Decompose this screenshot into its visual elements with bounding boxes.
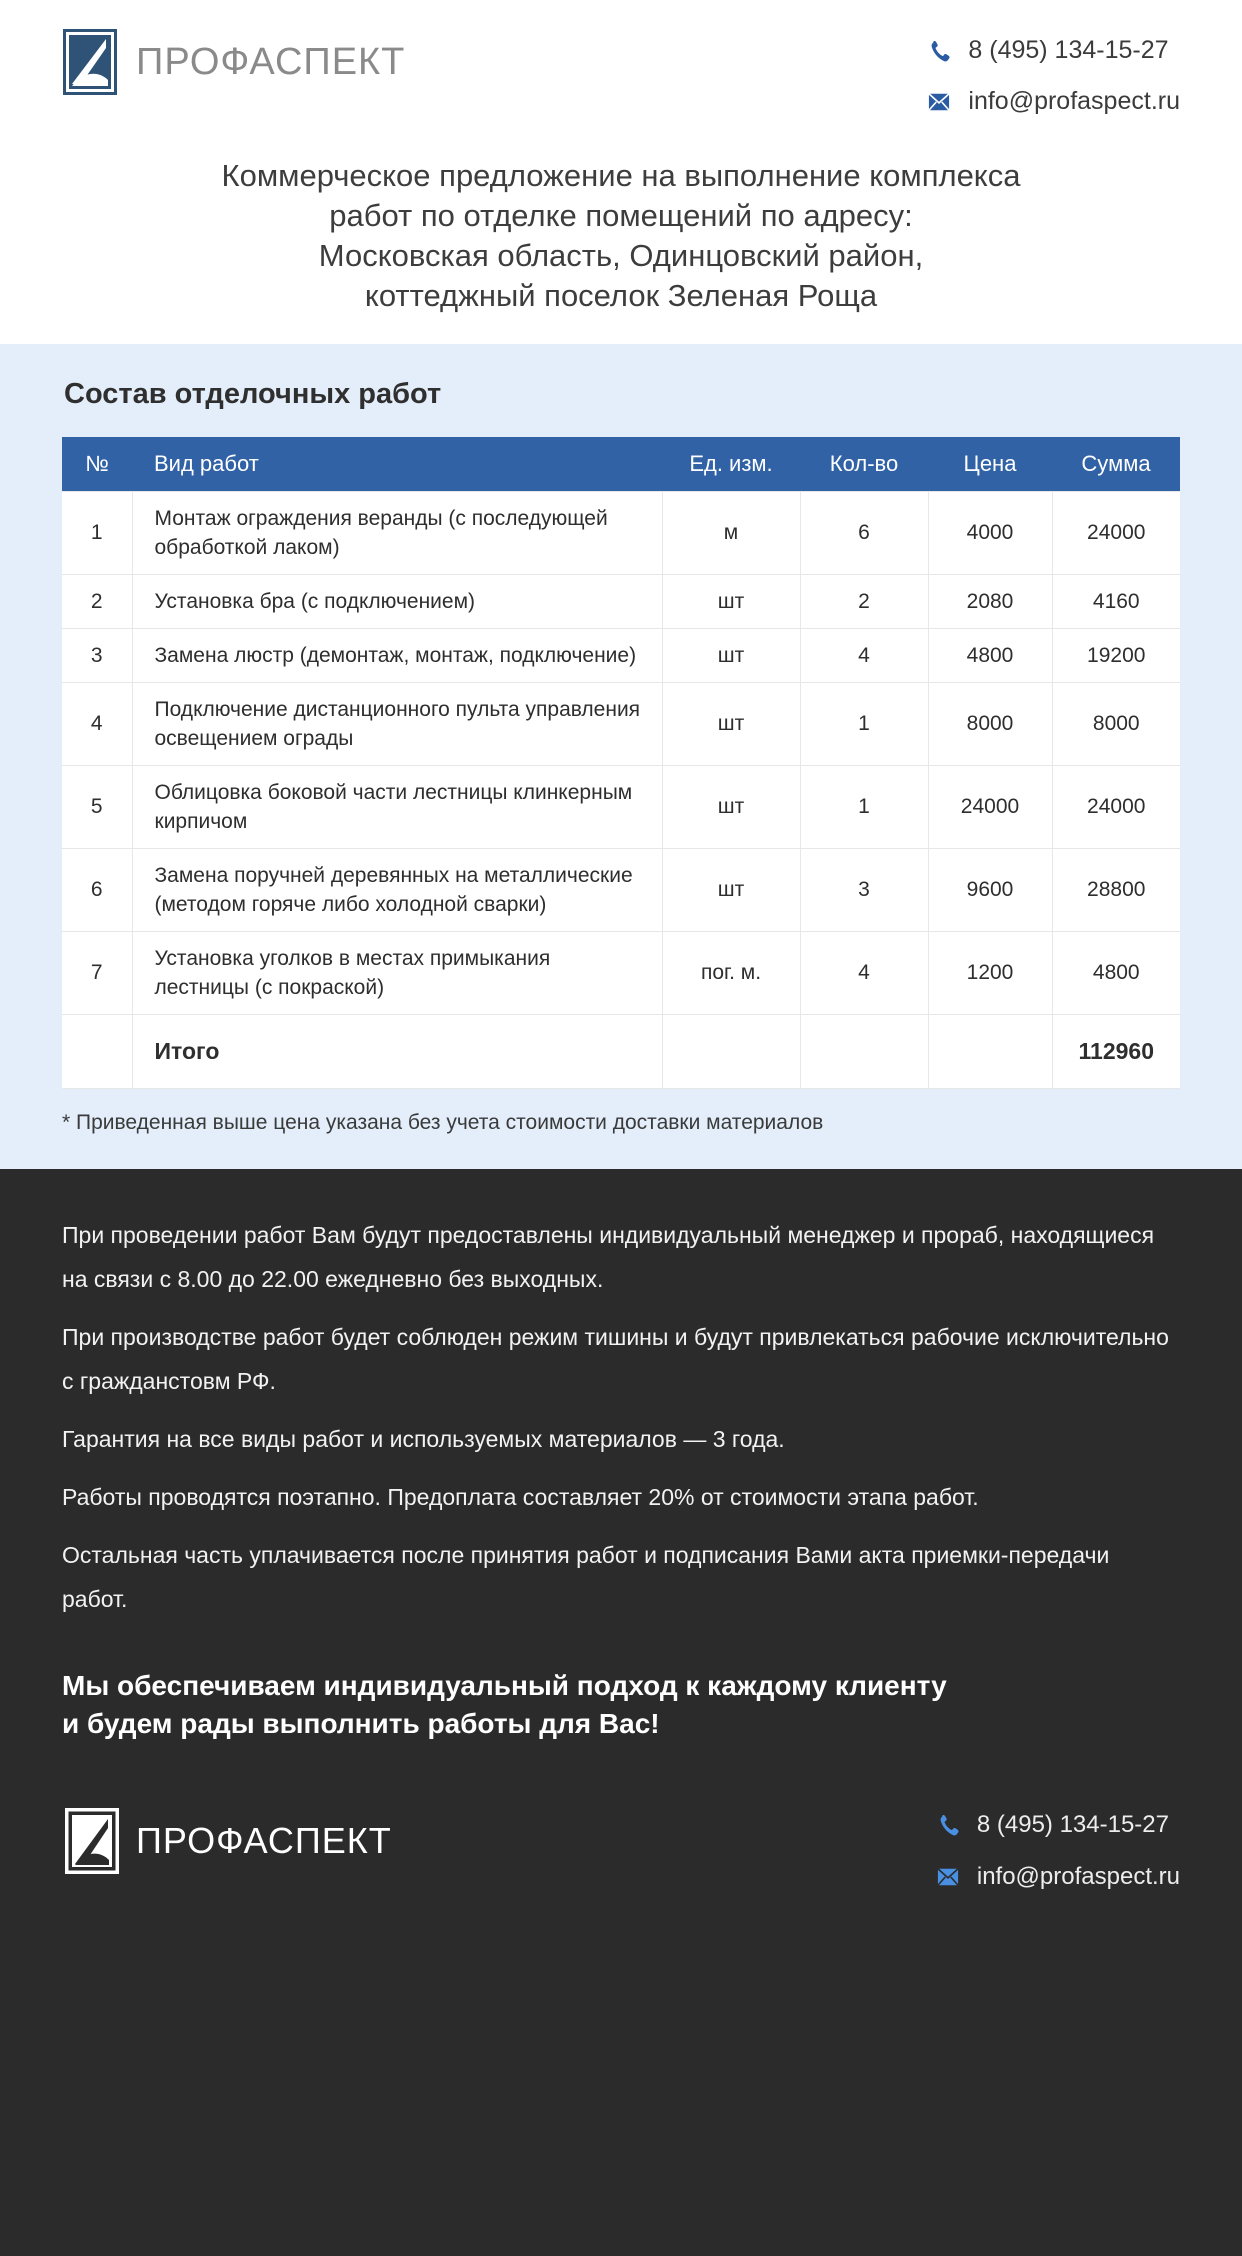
cell-num: 2: [62, 575, 132, 629]
cell-sum: 24000: [1052, 766, 1180, 849]
cell-price: 1200: [928, 932, 1052, 1015]
footer-phone-row[interactable]: [935, 1811, 1180, 1839]
table-row: [62, 629, 1180, 683]
works-table-body: [62, 492, 1180, 1089]
profaspect-arch-logo-icon: [64, 1807, 120, 1875]
page-footer: [62, 1743, 1180, 1891]
works-section: [0, 344, 1242, 1169]
cell-qty: 2: [800, 575, 928, 629]
header-email-row[interactable]: [926, 87, 1180, 116]
column-header-name: Вид работ: [132, 437, 662, 492]
cell-sum: 8000: [1052, 683, 1180, 766]
column-header-price: Цена: [928, 437, 1052, 492]
header-contacts: [926, 28, 1180, 116]
cell-unit: шт: [662, 629, 800, 683]
price-footnote: * Приведенная выше цена указана без учета стоимости доставки материалов: [62, 1111, 824, 1134]
cell-qty: 1: [800, 766, 928, 849]
cell-num: 7: [62, 932, 132, 1015]
cell-name: Подключение дистанционного пульта управления освещением ограды: [132, 683, 662, 766]
profaspect-arch-logo-icon: [62, 28, 118, 96]
works-table-head: [62, 437, 1180, 492]
footer-contacts: [935, 1807, 1180, 1891]
header-email-text: info@profaspect.ru: [968, 87, 1180, 115]
cell-num: 1: [62, 492, 132, 575]
closing-slogan: [62, 1667, 1180, 1743]
cell-qty: 1: [800, 683, 928, 766]
total-label: Итого: [132, 1015, 662, 1089]
header-phone-text: 8 (495) 134-15-27: [968, 36, 1169, 64]
cell-price: 24000: [928, 766, 1052, 849]
table-row: [62, 849, 1180, 932]
brand-name: ПРОФАСПЕКТ: [136, 1820, 392, 1861]
table-row: [62, 766, 1180, 849]
column-header-qty: Кол-во: [800, 437, 928, 492]
table-row: [62, 575, 1180, 629]
cell-name: Замена люстр (демонтаж, монтаж, подключение): [132, 629, 662, 683]
table-total-row: [62, 1015, 1180, 1089]
brand-footer: [62, 1807, 392, 1875]
terms-paragraph-list: [62, 1213, 1180, 1621]
envelope-icon: [926, 89, 952, 115]
document-title: [0, 150, 1242, 316]
terms-paragraph: При производстве работ будет соблюден режим тишины и будут привлекаться рабочие исключительно с гражданстовм РФ.: [62, 1324, 1169, 1394]
title-line-3: Московская область, Одинцовский район,: [318, 238, 924, 273]
cell-name: Замена поручней деревянных на металлические (методом горяче либо холодной сварки): [132, 849, 662, 932]
cell-unit: шт: [662, 849, 800, 932]
title-line-4: коттеджный поселок Зеленая Роща: [364, 278, 878, 313]
title-line-1: Коммерческое предложение на выполнение комплекса: [221, 158, 1021, 193]
terms-paragraph: Работы проводятся поэтапно. Предоплата составляет 20% от стоимости этапа работ.: [62, 1484, 979, 1510]
terms-section: [0, 1169, 1242, 2256]
cell-qty: 4: [800, 629, 928, 683]
cell-price: 4000: [928, 492, 1052, 575]
cell-unit: м: [662, 492, 800, 575]
cell-unit: шт: [662, 766, 800, 849]
cell-name: Установка бра (с подключением): [132, 575, 662, 629]
total-value: 112960: [1052, 1015, 1180, 1089]
cell-qty: 4: [800, 932, 928, 1015]
section-heading: Состав отделочных работ: [64, 378, 442, 410]
cell-price: 2080: [928, 575, 1052, 629]
cell-num: 3: [62, 629, 132, 683]
cell-num: 4: [62, 683, 132, 766]
table-header-row: [62, 437, 1180, 492]
cell-num: 5: [62, 766, 132, 849]
terms-paragraph: При проведении работ Вам будут предоставлены индивидуальный менеджер и прораб, находящиеся на связи с 8.00 до 22.00 ежедневно без выходных.: [62, 1222, 1155, 1292]
footer-phone-text: 8 (495) 134-15-27: [976, 1811, 1169, 1838]
column-header-num: №: [62, 437, 132, 492]
cell-sum: 19200: [1052, 629, 1180, 683]
cell-name: Монтаж ограждения веранды (с последующей обработкой лаком): [132, 492, 662, 575]
slogan-line-2: и будем рады выполнить работы для Вас!: [62, 1708, 660, 1739]
phone-icon: [935, 1812, 961, 1838]
terms-paragraph: Гарантия на все виды работ и используемых материалов — 3 года.: [62, 1426, 785, 1452]
total-empty-unit: [662, 1015, 800, 1089]
footer-email-text: info@profaspect.ru: [976, 1863, 1180, 1890]
cell-sum: 4800: [1052, 932, 1180, 1015]
page-header: [0, 0, 1242, 150]
cell-price: 4800: [928, 629, 1052, 683]
footer-email-row[interactable]: [935, 1863, 1180, 1891]
slogan-line-1: Мы обеспечиваем индивидуальный подход к каждому клиенту: [62, 1670, 947, 1701]
cell-sum: 28800: [1052, 849, 1180, 932]
total-empty-num: [62, 1015, 132, 1089]
cell-qty: 3: [800, 849, 928, 932]
cell-name: Облицовка боковой части лестницы клинкерным кирпичом: [132, 766, 662, 849]
header-phone-row[interactable]: [926, 36, 1180, 65]
total-empty-price: [928, 1015, 1052, 1089]
phone-icon: [926, 38, 952, 64]
cell-unit: пог. м.: [662, 932, 800, 1015]
table-row: [62, 932, 1180, 1015]
column-header-sum: Сумма: [1052, 437, 1180, 492]
brand-header: [62, 28, 405, 96]
cell-name: Установка уголков в местах примыкания лестницы (с покраской): [132, 932, 662, 1015]
table-row: [62, 492, 1180, 575]
title-line-2: работ по отделке помещений по адресу:: [329, 198, 913, 233]
works-table: [62, 437, 1180, 1089]
cell-price: 8000: [928, 683, 1052, 766]
cell-sum: 4160: [1052, 575, 1180, 629]
cell-unit: шт: [662, 683, 800, 766]
cell-unit: шт: [662, 575, 800, 629]
terms-paragraph: Остальная часть уплачивается после принятия работ и подписания Вами акта приемки-передачи работ.: [62, 1542, 1110, 1612]
brand-name: ПРОФАСПЕКТ: [136, 41, 406, 83]
cell-price: 9600: [928, 849, 1052, 932]
table-row: [62, 683, 1180, 766]
total-empty-qty: [800, 1015, 928, 1089]
cell-num: 6: [62, 849, 132, 932]
cell-sum: 24000: [1052, 492, 1180, 575]
column-header-unit: Ед. изм.: [662, 437, 800, 492]
envelope-icon: [935, 1864, 961, 1890]
cell-qty: 6: [800, 492, 928, 575]
